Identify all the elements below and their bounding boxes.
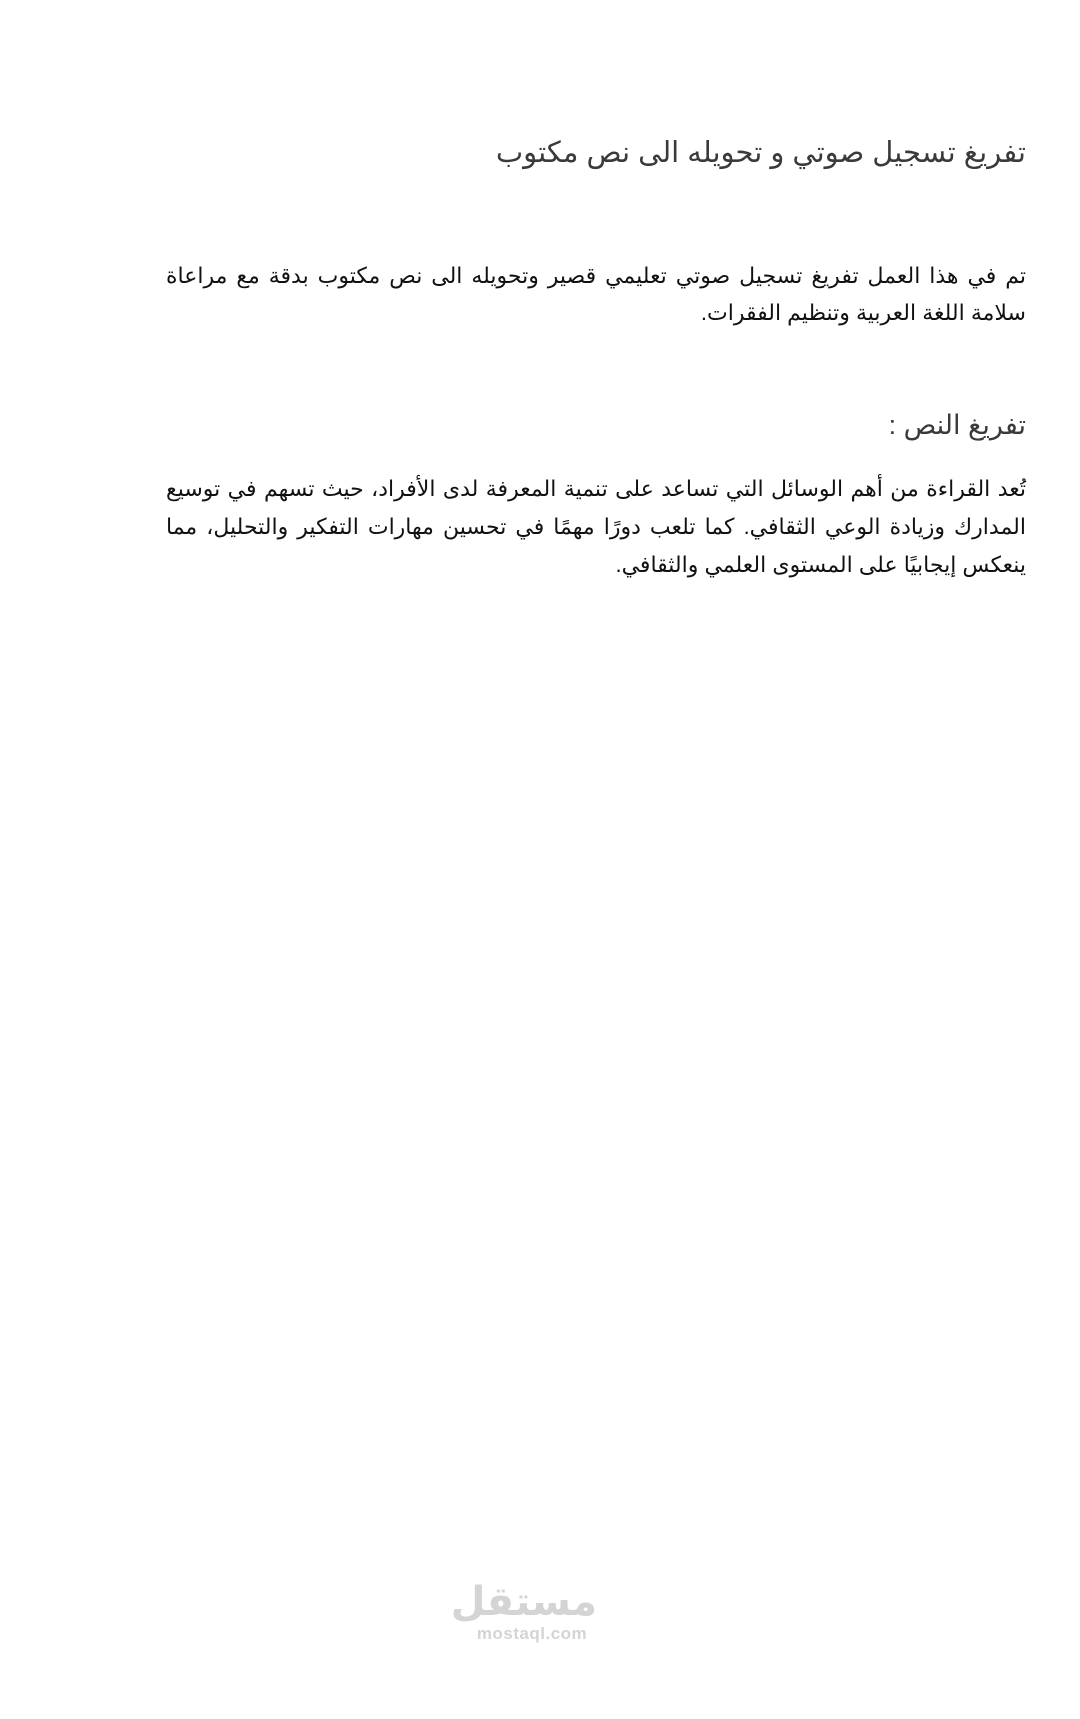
document-title: تفريغ تسجيل صوتي و تحويله الى نص مكتوب: [495, 137, 1026, 169]
watermark-url: mostaql.com: [476, 1624, 588, 1643]
section-heading: تفريغ النص :: [888, 410, 1026, 440]
intro-paragraph: تم في هذا العمل تفريغ تسجيل صوتي تعليمي قصير وتحويله الى نص مكتوب بدقة مع مراعاة سلامة اللغة العربية وتنظيم الفقرات.: [166, 263, 1026, 325]
transcript-paragraph: تُعد القراءة من أهم الوسائل التي تساعد على تنمية المعرفة لدى الأفراد، حيث تسهم في توسيع المدارك وزيادة الوعي الثقافي. كما تلعب دورًا مهمًا في تحسين مهارات التفكير والتحليل، مما ينعكس إيجابيًا على المستوى العلمي والثقافي.: [166, 476, 1026, 577]
mostaql-watermark: [450, 1580, 597, 1644]
watermark-logo: مستقل: [450, 1580, 597, 1624]
